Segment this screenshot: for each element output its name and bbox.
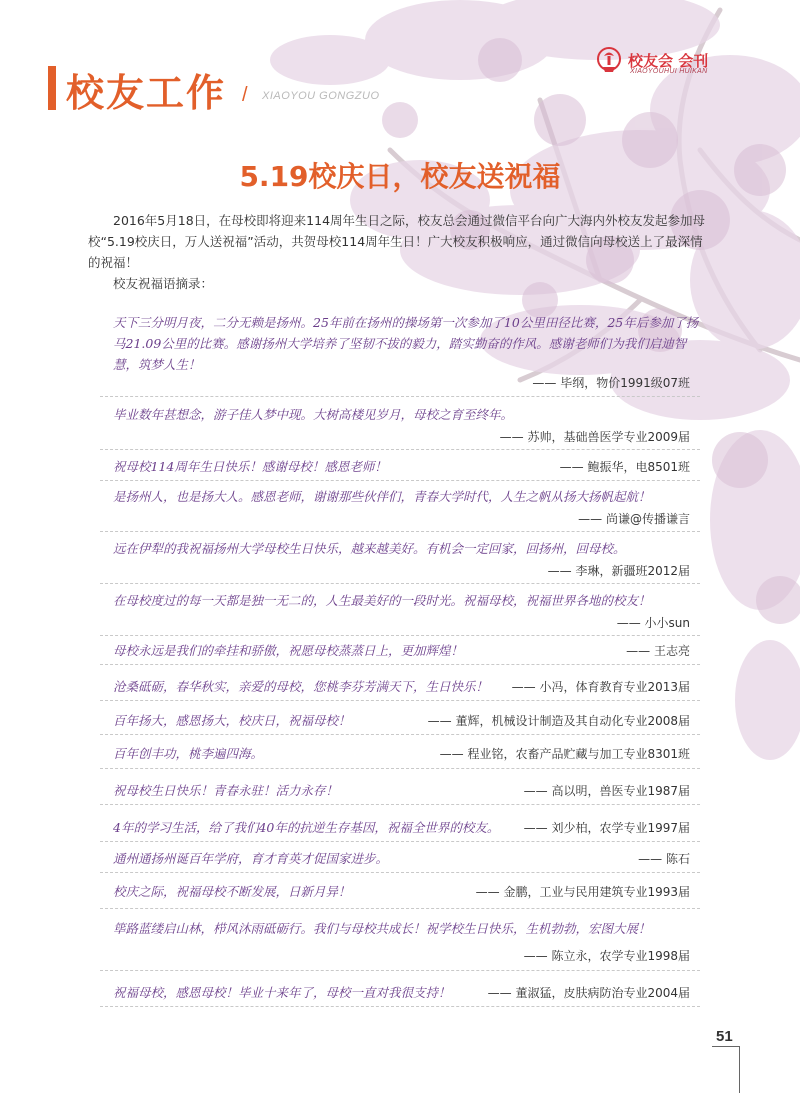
message-divider [100, 635, 700, 636]
journal-pinyin: XIAOYOUHUI HUIKAN [630, 68, 708, 75]
alumni-emblem-icon [596, 46, 622, 74]
blessing-author: —— 董淑猛，皮肤病防治专业2004届 [487, 986, 690, 1000]
blessing-author: —— 尚谦@传播谦言 [578, 512, 690, 526]
blessing-author: —— 高以明，兽医专业1987届 [523, 784, 690, 798]
message-divider [100, 449, 700, 450]
section-separator: / [242, 84, 248, 106]
blessing-message: 筚路蓝缕启山林，栉风沐雨砥砺行。我们与母校共成长！祝学校生日快乐，生机勃勃，宏图大展！ [113, 921, 651, 936]
blessing-author: —— 小小sun [616, 616, 690, 630]
blessing-author: —— 王志亮 [626, 644, 690, 658]
section-accent-bar [48, 66, 56, 110]
message-divider [100, 700, 700, 701]
blessing-message: 远在伊犁的我祝福扬州大学母校生日快乐，越来越美好。有机会一定回家，回扬州，回母校。 [113, 541, 626, 556]
blessing-message: 沧桑砥砺，春华秋实，亲爱的母校，您桃李芬芳满天下，生日快乐！ [113, 679, 489, 694]
blessing-message: 母校永远是我们的牵挂和骄傲，祝愿母校蒸蒸日上，更加辉煌！ [113, 643, 464, 658]
article-intro: 2016年5月18日，在母校即将迎来114周年生日之际，校友总会通过微信平台向广大海内外校友发起参加母校“5.19校庆日，万人送祝福”活动，共贺母校114周年生日！广大校友积极响应，通过微信向母校送上了最深情的祝福！ [88, 213, 706, 270]
message-divider [100, 734, 700, 735]
blessing-author: —— 鲍振华，电8501班 [559, 460, 690, 474]
message-divider [100, 480, 700, 481]
section-pinyin: XIAOYOU GONGZUO [262, 90, 380, 102]
page-number-rule [712, 1046, 740, 1047]
message-divider [100, 872, 700, 873]
blessing-message: 祝母校114周年生日快乐！感谢母校！感恩老师！ [113, 459, 387, 474]
message-divider [100, 396, 700, 397]
message-divider [100, 531, 700, 532]
message-divider [100, 970, 700, 971]
message-divider [100, 804, 700, 805]
blessing-message: 百年创丰功，桃李遍四海。 [113, 746, 264, 761]
section-title: 校友工作 [66, 71, 227, 115]
article-title: 5.19校庆日，校友送祝福 [239, 160, 561, 193]
blessing-author: —— 毕纲，物价1991级07班 [532, 376, 690, 390]
message-divider [100, 1006, 700, 1007]
blessing-author: —— 小冯，体育教育专业2013届 [511, 680, 690, 694]
intro-label: 校友祝福语摘录： [113, 276, 214, 291]
page-edge-rule [739, 1046, 740, 1093]
blessing-author: —— 陈石 [638, 852, 690, 866]
message-divider [100, 841, 700, 842]
message-divider [100, 583, 700, 584]
blessing-message: 是扬州人，也是扬大人。感恩老师，谢谢那些伙伴们，青春大学时代，人生之帆从扬大扬帆起航！ [113, 489, 651, 504]
message-divider [100, 664, 700, 665]
blessing-author: —— 刘少柏，农学专业1997届 [523, 821, 690, 835]
blessing-author: —— 李琳，新疆班2012届 [547, 564, 690, 578]
page-number: 51 [716, 1028, 733, 1045]
blessing-message: 通州通扬州诞百年学府，育才育英才促国家进步。 [113, 851, 389, 866]
message-divider [100, 768, 700, 769]
journal-name: 校友会 会刊 [628, 52, 709, 70]
message-divider [100, 908, 700, 909]
blessing-author: —— 程业铭，农畜产品贮藏与加工专业8301班 [439, 747, 690, 761]
blessing-message: 在母校度过的每一天都是独一无二的，人生最美好的一段时光。祝福母校，祝福世界各地的校友！ [113, 593, 651, 608]
blessing-message: 祝母校生日快乐！青春永驻！活力永存！ [113, 783, 339, 798]
blessing-message: 祝福母校，感恩母校！毕业十来年了，母校一直对我很支持！ [113, 985, 451, 1000]
blessing-author: —— 金鹏，工业与民用建筑专业1993届 [475, 885, 690, 899]
blessing-message: 4年的学习生活，给了我们40年的抗逆生存基因，祝福全世界的校友。 [113, 820, 500, 835]
blessing-message: 毕业数年甚想念，游子佳人梦中现。大树高楼见岁月，母校之育至终年。 [113, 407, 514, 422]
blessing-author: —— 苏帅，基础兽医学专业2009届 [499, 430, 690, 444]
blessing-message: 天下三分明月夜，二分无赖是扬州。25年前在扬州的操场第一次参加了10公里田径比赛，25年后参加了扬马21.09公里的比赛。感谢扬州大学培养了坚韧不拔的毅力，踏实勤奋的作风。感谢老师们为我们启迪智慧，筑梦人生！ [113, 315, 699, 372]
blessing-message: 校庆之际，祝福母校不断发展，日新月异！ [113, 884, 351, 899]
blessing-author: —— 董辉，机械设计制造及其自动化专业2008届 [427, 714, 690, 728]
blessing-message: 百年扬大，感恩扬大，校庆日，祝福母校！ [113, 713, 351, 728]
blessing-author: —— 陈立永，农学专业1998届 [523, 949, 690, 963]
